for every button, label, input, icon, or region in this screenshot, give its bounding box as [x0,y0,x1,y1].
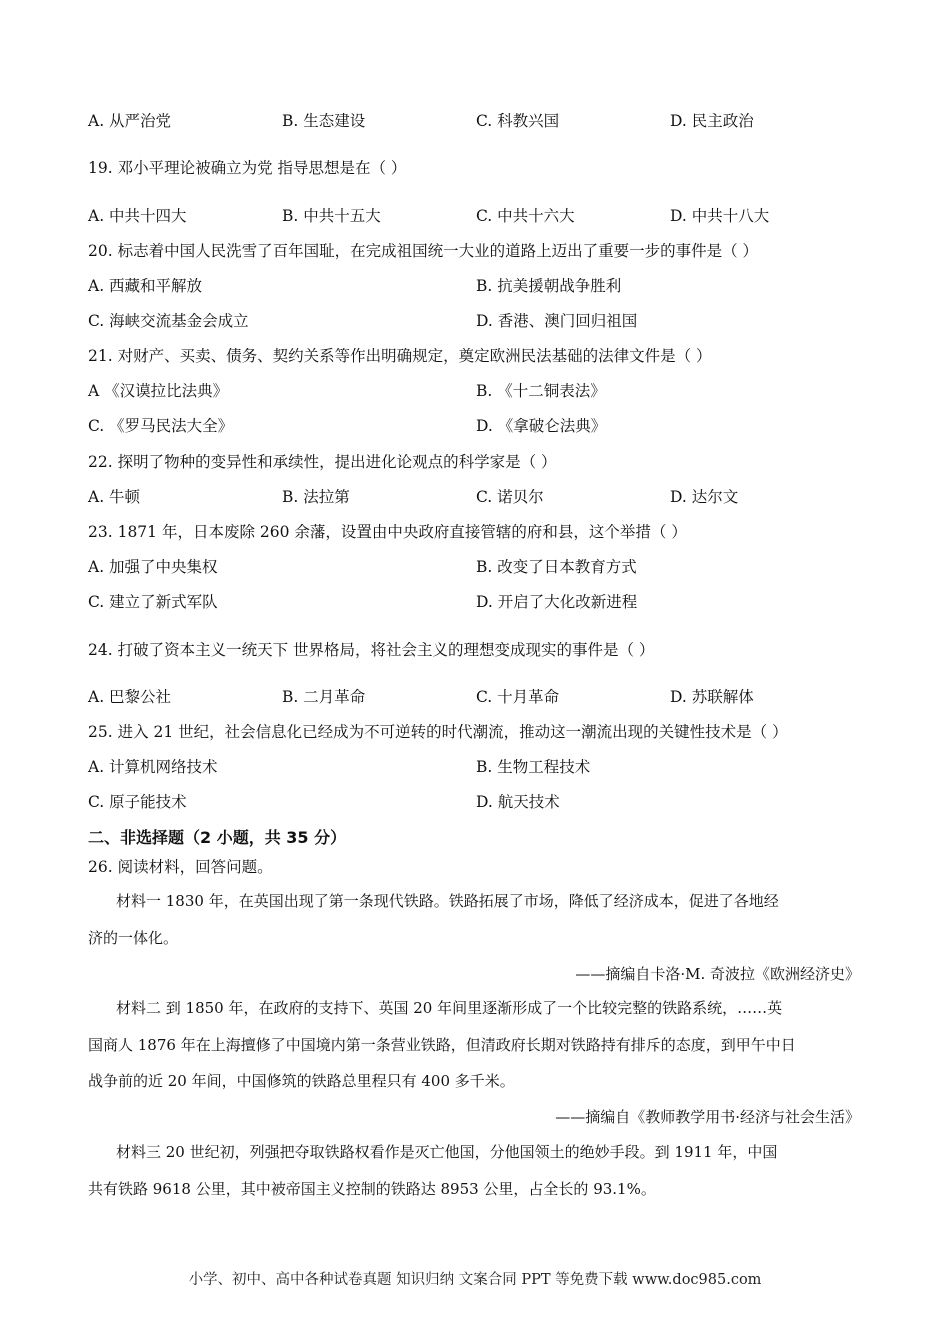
q26-stem: 26. 阅读材料，回答问题。 [88,858,273,876]
q20-stem: 20. 标志着中国人民洗雪了百年国耻，在完成祖国统一大业的道路上迈出了重要一步的事件是（ ） [88,242,759,260]
q22-option-a: A. 牛顿 [88,488,141,506]
q22-stem: 22. 探明了物种的变异性和承续性，提出进化论观点的科学家是（ ） [88,453,557,471]
q23-stem: 23. 1871 年，日本废除 260 余藩，设置由中央政府直接管辖的府和县，这个举措（ ） [88,523,687,541]
page-footer: 小学、初中、高中各种试卷真题 知识归纳 文案合同 PPT 等免费下载 www.doc985.com [188,1272,762,1288]
q21-option-a: A 《汉谟拉比法典》 [88,382,229,400]
q19-option-b: B. 中共十五大 [282,207,381,225]
q25-stem: 25. 进入 21 世纪，社会信息化已经成为不可逆转的时代潮流，推动这一潮流出现的关键性技术是（ ） [88,723,788,741]
section-heading: 二、非选择题（2 小题，共 35 分） [88,828,347,847]
q24-option-b: B. 二月革命 [282,688,366,706]
q22-option-b: B. 法拉第 [282,488,350,506]
q22-option-d: D. 达尔文 [670,488,739,506]
material3-line1: 材料三 20 世纪初，列强把夺取铁路权看作是灭亡他国，分他国领土的绝妙手段。到 1911 年，中国 [116,1143,778,1161]
q21-option-d: D. 《拿破仑法典》 [476,417,607,435]
q20-option-a: A. 西藏和平解放 [88,277,203,295]
q20-option-c: C. 海峡交流基金会成立 [88,312,249,330]
q25-option-a: A. 计算机网络技术 [88,758,218,776]
q19-stem: 19. 邓小平理论被确立为党 指导思想是在（ ） [88,159,407,177]
q23-option-a: A. 加强了中央集权 [88,558,218,576]
q19-option-a: A. 中共十四大 [88,207,187,225]
material1-source: ——摘编自卡洛·M. 奇波拉《欧洲经济史》 [575,965,860,983]
q18-option-d: D. 民主政治 [670,112,754,130]
q25-option-c: C. 原子能技术 [88,793,187,811]
q21-option-b: B. 《十二铜表法》 [476,382,606,400]
q24-option-c: C. 十月革命 [476,688,560,706]
q20-option-b: B. 抗美援朝战争胜利 [476,277,622,295]
q23-option-b: B. 改变了日本教育方式 [476,558,637,576]
q18-option-b: B. 生态建设 [282,112,366,130]
q18-option-a: A. 从严治党 [88,112,172,130]
material2-line3: 战争前的近 20 年间，中国修筑的铁路总里程只有 400 多千米。 [88,1072,515,1090]
material2-source: ——摘编自《教师教学用书·经济与社会生活》 [555,1108,860,1126]
q24-option-a: A. 巴黎公社 [88,688,172,706]
q21-stem: 21. 对财产、买卖、债务、契约关系等作出明确规定，奠定欧洲民法基础的法律文件是（ ） [88,347,712,365]
material1-line1: 材料一 1830 年，在英国出现了第一条现代铁路。铁路拓展了市场，降低了经济成本，促进了各地经 [116,892,779,910]
q23-option-d: D. 开启了大化改新进程 [476,593,638,611]
q23-option-c: C. 建立了新式军队 [88,593,218,611]
q25-option-b: B. 生物工程技术 [476,758,591,776]
q18-option-c: C. 科教兴国 [476,112,560,130]
q21-option-c: C. 《罗马民法大全》 [88,417,234,435]
material2-line1: 材料二 到 1850 年，在政府的支持下、英国 20 年间里逐渐形成了一个比较完整的铁路系统，……英 [116,999,783,1017]
q19-option-d: D. 中共十八大 [670,207,770,225]
material3-line2: 共有铁路 9618 公里，其中被帝国主义控制的铁路达 8953 公里，占全长的 93.1%。 [88,1180,656,1198]
q22-option-c: C. 诺贝尔 [476,488,544,506]
q20-option-d: D. 香港、澳门回归祖国 [476,312,638,330]
q25-option-d: D. 航天技术 [476,793,560,811]
q24-stem: 24. 打破了资本主义一统天下 世界格局，将社会主义的理想变成现实的事件是（ ） [88,641,655,659]
q19-option-c: C. 中共十六大 [476,207,575,225]
q24-option-d: D. 苏联解体 [670,688,754,706]
material2-line2: 国商人 1876 年在上海擅修了中国境内第一条营业铁路，但清政府长期对铁路持有排斥的态度，到甲午中日 [88,1036,796,1054]
material1-line2: 济的一体化。 [88,929,179,947]
